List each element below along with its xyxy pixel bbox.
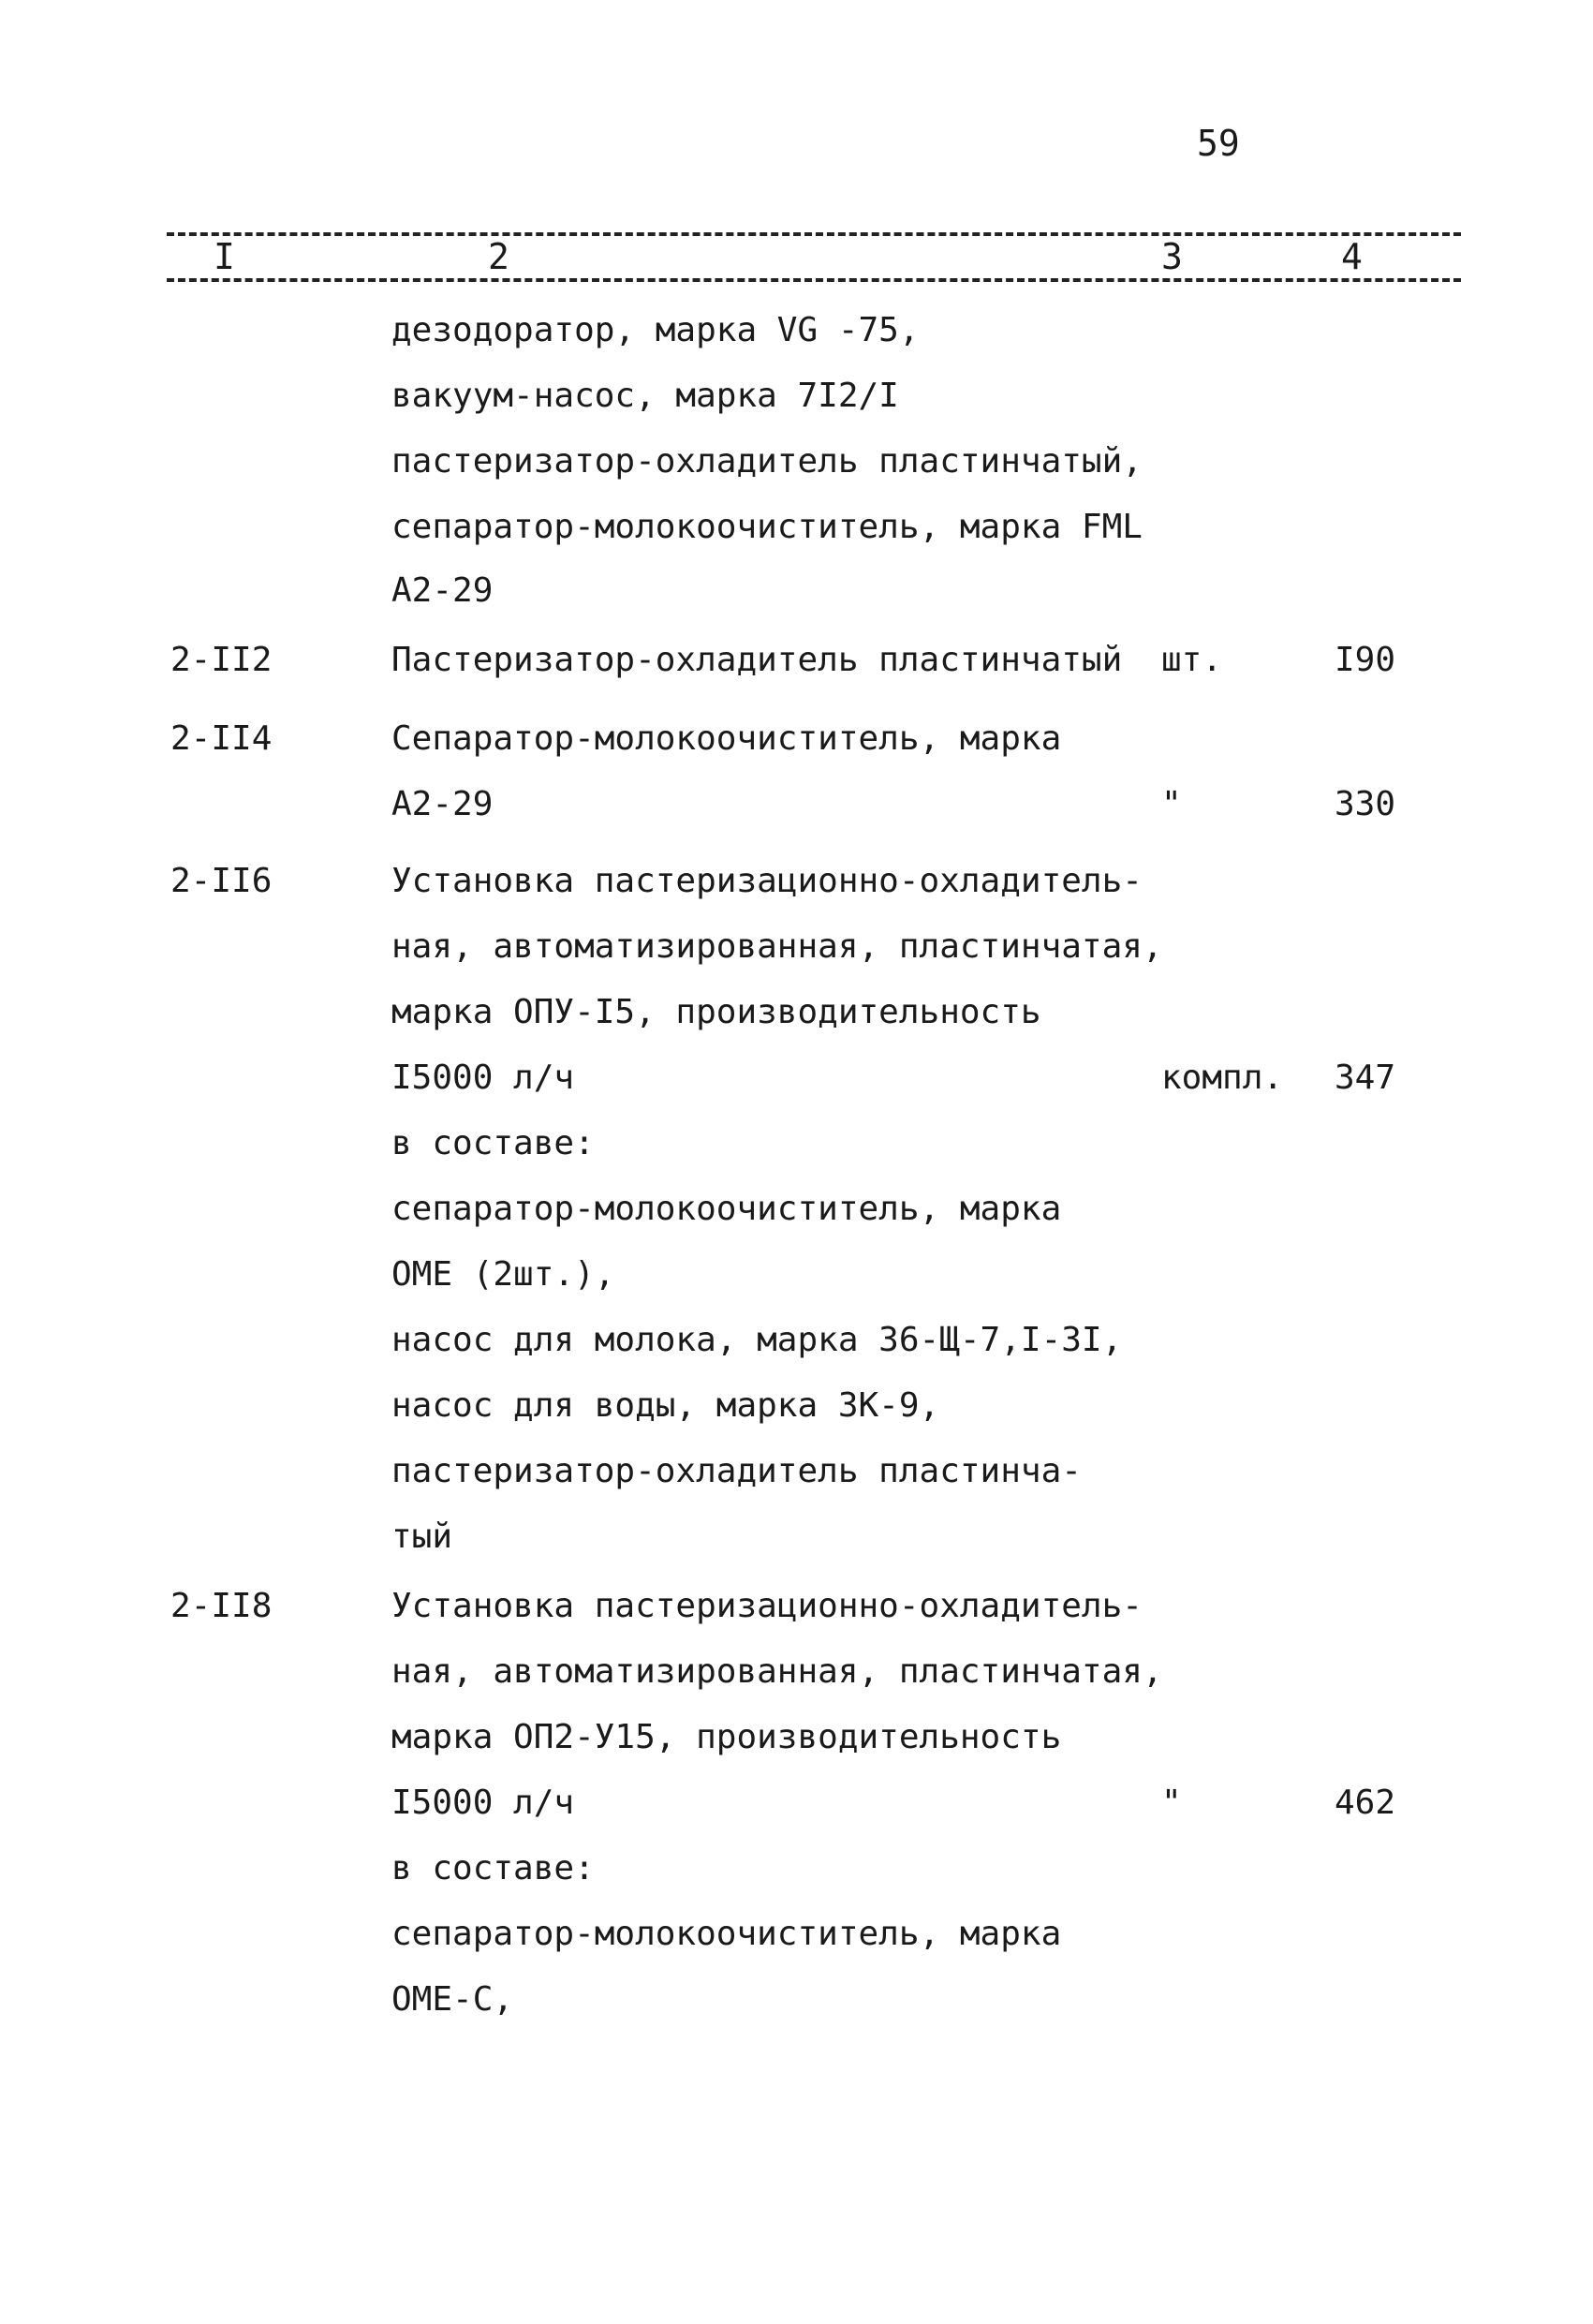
row-unit: " <box>1161 1784 1182 1822</box>
row-description: ОМЕ (2шт.), <box>391 1255 615 1294</box>
table-row <box>0 1177 1593 1242</box>
table-row <box>0 1574 1593 1639</box>
row-description: ная, автоматизированная, пластинчатая, <box>391 1652 1163 1691</box>
row-description: пастеризатор-охладитель пластинча- <box>391 1452 1082 1490</box>
row-price: I90 <box>1334 641 1395 679</box>
table-header-bottom-rule <box>167 278 1461 282</box>
row-description: Установка пастеризационно-охладитель- <box>391 862 1143 900</box>
page-number: 59 <box>1197 123 1240 164</box>
row-description: дезодоратор, марка VG -75, <box>391 311 920 349</box>
row-description: А2-29 <box>391 785 494 823</box>
table-row <box>0 1308 1593 1373</box>
table-row <box>0 1504 1593 1570</box>
row-unit: " <box>1161 785 1182 823</box>
row-description: сепаратор-молокоочиститель, марка <box>391 1190 1062 1228</box>
table-row <box>0 1111 1593 1177</box>
row-description: пастеризатор-охладитель пластинчатый, <box>391 442 1143 481</box>
table-row <box>0 298 1593 363</box>
table-row <box>0 1439 1593 1504</box>
table-row <box>0 706 1593 772</box>
table-row <box>0 558 1593 624</box>
row-code: 2-II8 <box>170 1587 273 1625</box>
table-row <box>0 1242 1593 1308</box>
table-row <box>0 1770 1593 1836</box>
row-description: сепаратор-молокоочиститель, марка <box>391 1915 1062 1953</box>
row-description: Установка пастеризационно-охладитель- <box>391 1587 1143 1625</box>
row-unit: шт. <box>1161 641 1223 679</box>
row-description: ОМЕ-С, <box>391 1980 514 2019</box>
row-description: в составе: <box>391 1849 595 1887</box>
column-header-4: 4 <box>1335 236 1368 277</box>
row-description: ная, автоматизированная, пластинчатая, <box>391 927 1163 966</box>
column-header-3: 3 <box>1156 236 1188 277</box>
table-row <box>0 1639 1593 1705</box>
row-code: 2-II4 <box>170 719 273 758</box>
table-row <box>0 772 1593 837</box>
row-price: 347 <box>1334 1058 1395 1097</box>
table-row <box>0 628 1593 693</box>
table-row <box>0 363 1593 429</box>
row-price: 330 <box>1334 785 1395 823</box>
row-code: 2-II6 <box>170 862 273 900</box>
table-row <box>0 914 1593 980</box>
table-row <box>0 1836 1593 1902</box>
row-description: вакуум-насос, марка 7I2/I <box>391 377 899 415</box>
row-description: А2-29 <box>391 571 494 610</box>
row-code: 2-II2 <box>170 641 273 679</box>
row-description: I5000 л/ч <box>391 1784 575 1822</box>
row-description: сепаратор-молокоочиститель, марка FML <box>391 508 1143 546</box>
row-unit: компл. <box>1161 1058 1284 1097</box>
row-description: I5000 л/ч <box>391 1058 575 1097</box>
row-description: марка ОПУ-I5, производительность <box>391 993 1041 1031</box>
row-description: в составе: <box>391 1124 595 1162</box>
row-price: 462 <box>1334 1784 1395 1822</box>
table-row <box>0 429 1593 495</box>
column-header-2: 2 <box>482 236 515 277</box>
table-row <box>0 1902 1593 1967</box>
row-description: насос для воды, марка 3К-9, <box>391 1386 940 1425</box>
table-header-top-rule <box>167 232 1461 236</box>
row-description: тый <box>391 1517 453 1556</box>
row-description: Пастеризатор-охладитель пластинчатый <box>391 641 1123 679</box>
table-row <box>0 1045 1593 1111</box>
table-row <box>0 1705 1593 1770</box>
row-description: насос для молока, марка 36-Щ-7,I-3I, <box>391 1321 1123 1359</box>
column-header-1: I <box>208 236 241 277</box>
table-row <box>0 1373 1593 1439</box>
table-row <box>0 849 1593 914</box>
table-row <box>0 980 1593 1045</box>
table-row <box>0 495 1593 560</box>
table-row <box>0 1967 1593 2033</box>
row-description: Сепаратор-молокоочиститель, марка <box>391 719 1062 758</box>
row-description: марка ОП2-У15, производительность <box>391 1718 1062 1756</box>
